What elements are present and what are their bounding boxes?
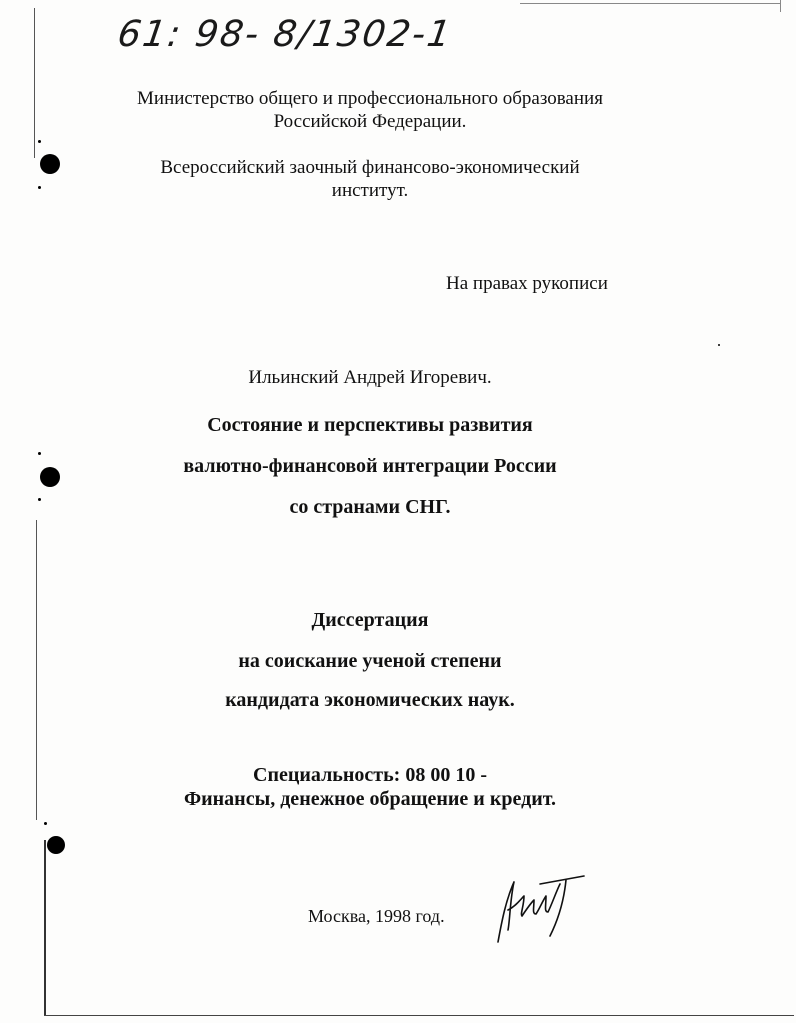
scan-speck-5: [44, 822, 47, 825]
specialty-line-2: Финансы, денежное обращение и кредит.: [183, 788, 557, 810]
scan-edge-line-left: [34, 8, 35, 158]
scan-speck-4: [38, 498, 41, 501]
scan-edge-line-bottom: [44, 1015, 794, 1016]
title-line-2: валютно-финансовой интеграции России: [183, 455, 557, 477]
author-name: Ильинский Андрей Игоревич.: [248, 367, 492, 388]
institute-line-2: институт.: [331, 180, 409, 201]
ministry-line-2: Российской Федерации.: [273, 111, 467, 132]
manuscript-note: На правах рукописи: [446, 273, 608, 294]
scan-edge-line-top: [520, 3, 780, 4]
dissertation-line-1: Диссертация: [311, 609, 429, 631]
dissertation-line-3: кандидата экономических наук.: [225, 689, 515, 711]
city-year: Москва, 1998 год.: [308, 906, 445, 926]
scan-speck-1: [38, 140, 41, 143]
punch-hole-3: [47, 836, 65, 854]
scan-speck-2: [38, 186, 41, 189]
institute-line-1: Всероссийский заочный финансово-экономический: [160, 157, 580, 178]
archive-number-handwritten: 61: 98- 8/1302-1: [115, 14, 456, 55]
scan-edge-line-left-bottom: [44, 840, 46, 1015]
punch-hole-2: [40, 467, 60, 487]
ministry-line-1: Министерство общего и профессионального образования: [137, 88, 603, 109]
title-line-3: со странами СНГ.: [289, 496, 451, 518]
scan-speck-6: [718, 344, 720, 346]
signature-icon: [480, 870, 590, 950]
scan-edge-line-top-right: [780, 0, 781, 12]
specialty-line-1: Специальность: 08 00 10 -: [253, 764, 487, 786]
punch-hole-1: [40, 154, 60, 174]
scan-speck-3: [38, 452, 41, 455]
scan-edge-line-left-middle: [36, 520, 37, 820]
title-line-1: Состояние и перспективы развития: [207, 414, 533, 436]
dissertation-line-2: на соискание ученой степени: [238, 650, 502, 672]
